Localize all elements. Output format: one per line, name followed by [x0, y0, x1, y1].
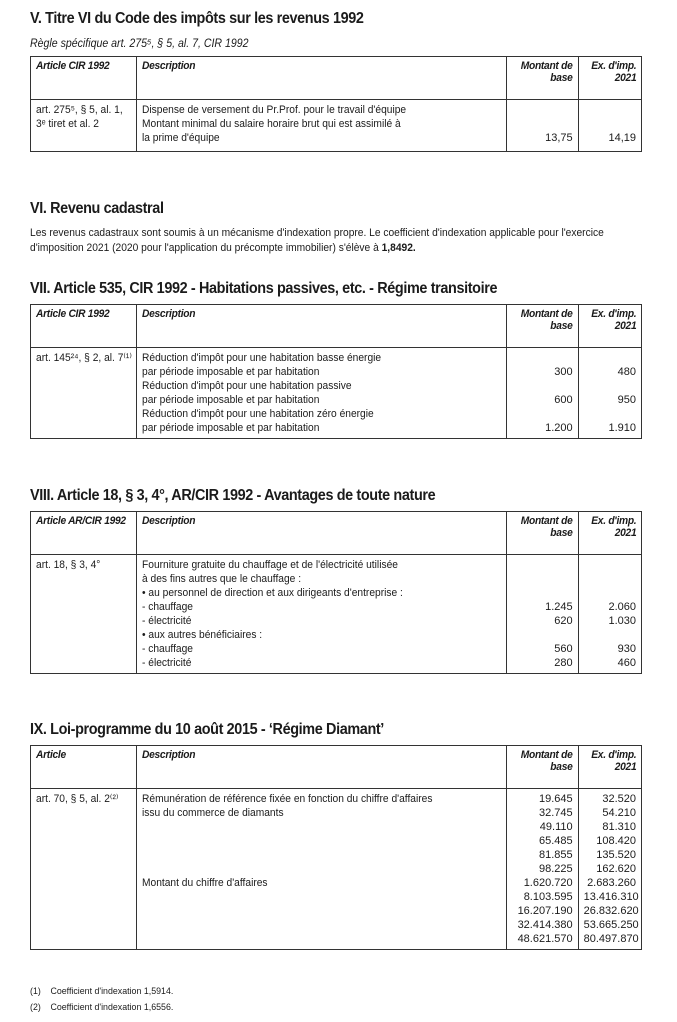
ex-cell: 14,19 — [578, 100, 641, 152]
header-base: Montant de base — [507, 305, 579, 348]
header-description: Description — [137, 305, 507, 348]
header-base: Montant de base — [507, 57, 579, 100]
description-cell: Rémunération de référence fixée en fonction du chiffre d'affaires issu du commerce de diamants Montant du chiffre d'affaires — [137, 789, 507, 950]
section-vi — [30, 200, 642, 256]
section-vi-title: VI. Revenu cadastral — [30, 200, 164, 217]
section-v-table — [30, 56, 642, 152]
base-cell: 19.645 32.745 49.110 65.485 81.855 98.225 1.620.720 8.103.595 16.207.190 32.414.380 48.621.570 — [507, 789, 579, 950]
header-ex: Ex. d'imp. 2021 — [578, 512, 641, 555]
base-cell: 300 600 1.200 — [507, 348, 579, 439]
section-vii — [30, 280, 642, 439]
header-article: Article CIR 1992 — [31, 57, 137, 100]
article-cell: art. 275⁵, § 5, al. 1, 3ᵉ tiret et al. 2 — [31, 100, 137, 152]
description-cell: Dispense de versement du Pr.Prof. pour le travail d'équipe Montant minimal du salaire horaire brut qui est assimilé à la prime d'équipe — [137, 100, 507, 152]
article-cell: art. 18, § 3, 4° — [31, 555, 137, 674]
section-viii-title: VIII. Article 18, § 3, 4°, AR/CIR 1992 - Avantages de toute nature — [30, 487, 436, 504]
description-cell: Fourniture gratuite du chauffage et de l'électricité utilisée à des fins autres que le chauffage : • au personnel de direction et aux dirigeants d'entreprise : - chauffage - électricité • aux autres bénéficiaires : - chauffage - électricité — [137, 555, 507, 674]
footnote-1: (1) Coefficient d'indexation 1,5914. — [30, 986, 174, 997]
article-cell: art. 70, § 5, al. 2⁽²⁾ — [31, 789, 137, 950]
section-viii-table — [30, 511, 642, 674]
footnote-2: (2) Coefficient d'indexation 1,6556. — [30, 1002, 174, 1013]
section-v-subtitle: Règle spécifique art. 275⁵, § 5, al. 7, CIR 1992 — [30, 38, 249, 50]
header-base: Montant de base — [507, 746, 579, 789]
header-ex: Ex. d'imp. 2021 — [578, 305, 641, 348]
section-ix — [30, 721, 642, 950]
article-cell: art. 145²⁴, § 2, al. 7⁽¹⁾ — [31, 348, 137, 439]
header-base: Montant de base — [507, 512, 579, 555]
header-ex: Ex. d'imp. 2021 — [578, 746, 641, 789]
section-viii — [30, 487, 642, 674]
header-description: Description — [137, 512, 507, 555]
section-v-title: V. Titre VI du Code des impôts sur les revenus 1992 — [30, 10, 364, 27]
section-ix-table — [30, 745, 642, 950]
header-article: Article — [31, 746, 137, 789]
coefficient-value: 1,8492. — [381, 242, 416, 254]
header-description: Description — [137, 746, 507, 789]
header-article: Article CIR 1992 — [31, 305, 137, 348]
section-vii-title: VII. Article 535, CIR 1992 - Habitations passives, etc. - Régime transitoire — [30, 280, 498, 297]
ex-cell: 2.060 1.030 930 460 — [578, 555, 641, 674]
base-cell: 13,75 — [507, 100, 579, 152]
ex-cell: 32.520 54.210 81.310 108.420 135.520 162.620 2.683.260 13.416.310 26.832.620 53.665.250 80.497.870 — [578, 789, 641, 950]
section-v — [30, 10, 642, 152]
section-vii-table — [30, 304, 642, 439]
description-cell: Réduction d'impôt pour une habitation basse énergie par période imposable et par habitation Réduction d'impôt pour une habitation passive par période imposable et par habitation Réduction d'impôt pour une habitation zéro énergie par période imposable et par habitation — [137, 348, 507, 439]
section-vi-text: Les revenus cadastraux sont soumis à un mécanisme d'indexation propre. Le coefficient d'indexation applicable pour l'exercice d'imposition 2021 (2020 pour l'application du précompte immobilier) s'élève à 1,8492. — [30, 227, 604, 254]
header-description: Description — [137, 57, 507, 100]
section-ix-title: IX. Loi-programme du 10 août 2015 - ‘Régime Diamant’ — [30, 721, 384, 738]
ex-cell: 480 950 1.910 — [578, 348, 641, 439]
header-article: Article AR/CIR 1992 — [31, 512, 137, 555]
base-cell: 1.245 620 560 280 — [507, 555, 579, 674]
header-ex: Ex. d'imp. 2021 — [578, 57, 641, 100]
